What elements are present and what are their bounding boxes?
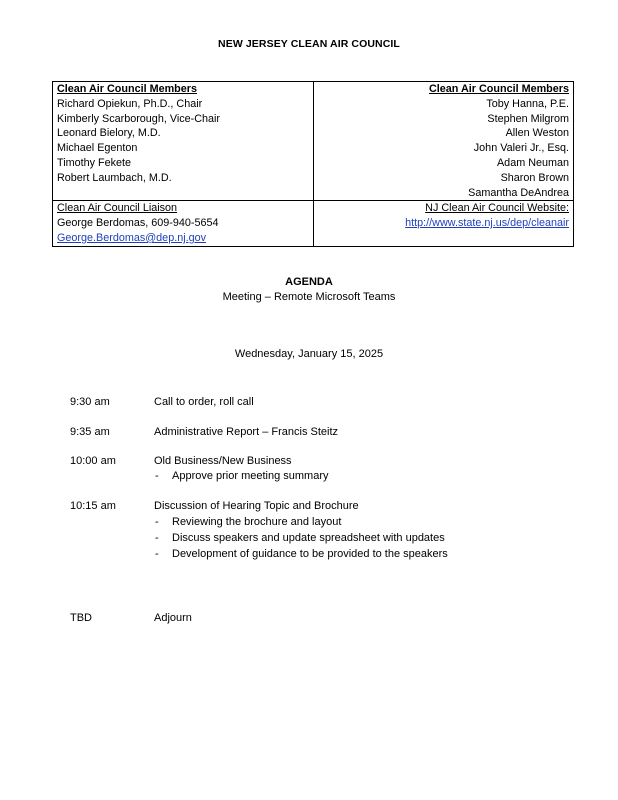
agenda-subitem-text: Development of guidance to be provided to the speakers xyxy=(172,548,448,560)
members-table xyxy=(52,81,574,247)
agenda-subitem xyxy=(155,546,448,562)
agenda-time: 9:30 am xyxy=(70,396,110,408)
website-link[interactable]: http://www.state.nj.us/dep/cleanair xyxy=(405,217,569,230)
member-name: Kimberly Scarborough, Vice-Chair xyxy=(57,112,221,125)
agenda-subtitle: Meeting – Remote Microsoft Teams xyxy=(222,291,396,303)
agenda-subitem xyxy=(155,514,342,530)
page-title: NEW JERSEY CLEAN AIR COUNCIL xyxy=(218,38,400,50)
member-name: Samantha DeAndrea xyxy=(468,186,569,199)
agenda-description: Administrative Report – Francis Steitz xyxy=(154,426,339,438)
member-name: Michael Egenton xyxy=(57,142,138,155)
agenda-subitem-text: Reviewing the brochure and layout xyxy=(172,516,342,528)
member-name: Timothy Fekete xyxy=(57,156,132,169)
member-name: Richard Opiekun, Ph.D., Chair xyxy=(57,97,203,110)
member-name: Robert Laumbach, M.D. xyxy=(57,171,172,184)
member-name: John Valeri Jr., Esq. xyxy=(473,142,569,155)
member-name: Sharon Brown xyxy=(500,171,569,184)
member-name: Toby Hanna, P.E. xyxy=(486,97,569,110)
website-cell xyxy=(314,201,574,246)
agenda-description: Call to order, roll call xyxy=(154,396,254,408)
bullet-dash: - xyxy=(155,470,159,482)
member-name: Leonard Bielory, M.D. xyxy=(57,127,161,140)
agenda-description: Discussion of Hearing Topic and Brochure xyxy=(154,500,359,512)
agenda-time: TBD xyxy=(70,612,92,624)
liaison-label: Clean Air Council Liaison xyxy=(57,202,178,215)
member-name: Allen Weston xyxy=(505,127,569,140)
liaison-cell xyxy=(53,201,314,246)
left-members-cell xyxy=(53,82,314,201)
bullet-dash: - xyxy=(155,532,159,544)
agenda-title: AGENDA xyxy=(285,276,333,288)
left-members-header: Clean Air Council Members xyxy=(57,83,197,95)
agenda-subitem xyxy=(155,468,329,484)
agenda-subitem-text: Discuss speakers and update spreadsheet with updates xyxy=(172,532,445,544)
member-name: Stephen Milgrom xyxy=(487,112,569,125)
agenda-description: Adjourn xyxy=(154,612,192,624)
liaison-email-link[interactable]: George.Berdomas@dep.nj.gov xyxy=(57,231,207,244)
agenda-description: Old Business/New Business xyxy=(154,455,292,467)
right-members-cell xyxy=(314,82,574,201)
bullet-dash: - xyxy=(155,548,159,560)
bullet-dash: - xyxy=(155,516,159,528)
agenda-subitem-text: Approve prior meeting summary xyxy=(172,470,329,482)
member-name: Adam Neuman xyxy=(496,156,569,169)
right-members-header: Clean Air Council Members xyxy=(429,83,569,95)
agenda-time: 9:35 am xyxy=(70,426,110,438)
website-label: NJ Clean Air Council Website: xyxy=(425,202,569,215)
agenda-time: 10:00 am xyxy=(70,455,116,467)
meeting-date: Wednesday, January 15, 2025 xyxy=(234,348,384,360)
agenda-subitem xyxy=(155,530,445,546)
liaison-contact: George Berdomas, 609-940-5654 xyxy=(57,217,219,230)
agenda-time: 10:15 am xyxy=(70,500,116,512)
